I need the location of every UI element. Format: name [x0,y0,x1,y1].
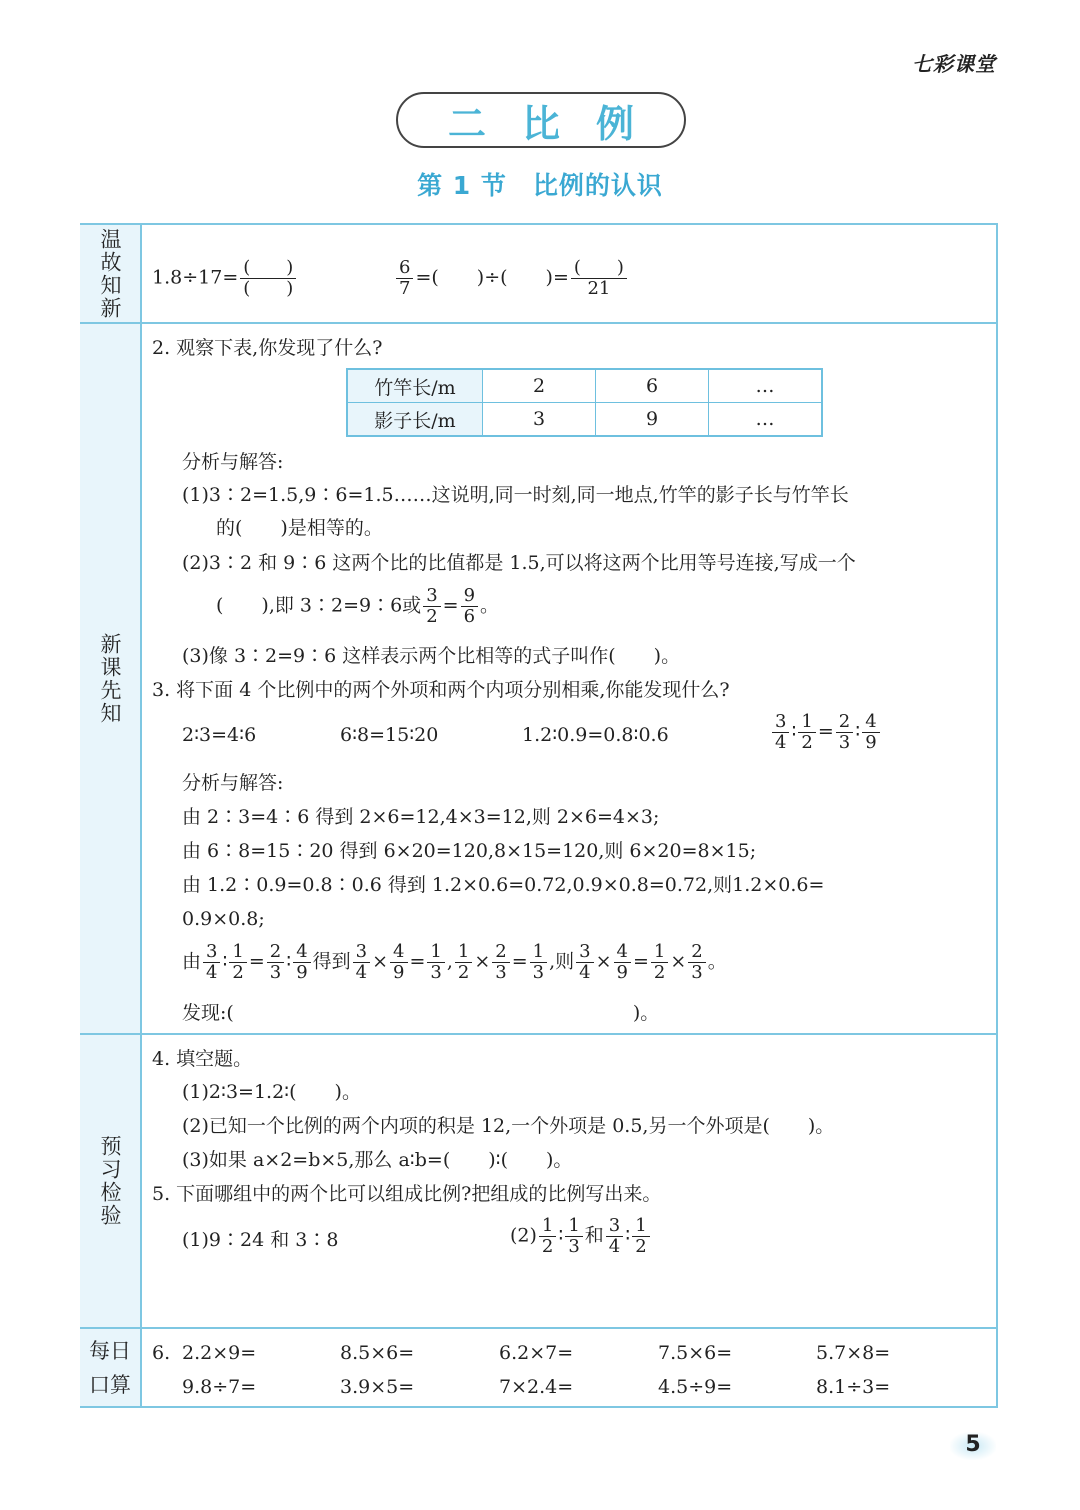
frac-num: 2 [492,942,509,963]
frac-num: 2 [688,942,705,963]
frac-num: 4 [390,942,407,963]
expr-text: 。 [707,950,727,973]
fraction [632,1216,649,1257]
frac-num: 3 [772,712,789,733]
q5-title: 5. 下面哪组中的两个比可以组成比例?把组成的比例写出来。 [152,1183,662,1205]
review-label: 温故知新 [98,227,122,320]
fraction [862,712,879,753]
frac-den: 4 [579,962,591,983]
frac-den: 2 [426,606,438,627]
check-label: 预习检验 [98,1135,122,1227]
q3-answer-2: 由 6∶8=15∶20 得到 6×20=120,8×15=120,则 6×20=8×15; [182,840,757,862]
q3-analysis-label: 分析与解答: [182,772,284,794]
frac-num: 1 [455,942,472,963]
frac-den: 4 [355,962,368,983]
fraction [427,942,444,983]
q6-item: 3.9×5= [340,1376,415,1398]
expr-text: = [817,720,834,743]
q3-example-1: 2∶3=4∶6 [182,724,257,746]
q4-p3: (3)如果 a×2=b×5,那么 a∶b=( )∶( )。 [182,1149,573,1171]
frac-den: 3 [568,1236,580,1257]
expr-text: × [372,950,389,973]
side-label-review [80,225,142,322]
expr-text: =( )÷( )= [415,266,569,289]
q2-analysis-label: 分析与解答: [182,451,284,473]
fraction [606,1216,623,1257]
frac-den: 4 [775,732,787,753]
q3-answer-4 [182,942,727,983]
frac-den: 4 [206,962,218,983]
frac-num: 1 [798,712,815,733]
expr-text: = [442,594,459,617]
frac-den: 3 [532,962,545,983]
expr-text: = [633,950,649,973]
fraction [461,586,478,627]
q2-p3: (3)像 3∶2=9∶6 这样表示两个比相等的式子叫作( )。 [182,645,681,667]
frac-num: 1 [229,942,246,963]
q2-p2-line2 [216,586,499,627]
expr-text: 得到 [312,950,351,973]
q2-p2-line1: (2)3∶2 和 9∶6 这两个比的比值都是 1.5,可以将这两个比用等号连接,写成一个 [182,552,856,574]
fraction [688,942,705,983]
fraction [565,1216,582,1257]
divider [80,322,998,324]
frac-num: 3 [203,942,220,963]
expr-text: ,则 [549,950,575,973]
q5-p2 [510,1216,652,1257]
fraction [539,1216,556,1257]
frac-den: 3 [495,962,507,983]
frac-den: 2 [541,1236,554,1257]
page-number: 5 [950,1432,996,1460]
frac-num: ( ) [240,258,296,279]
divider [80,1327,998,1329]
table-cell: 3 [483,403,596,437]
fraction [651,942,668,983]
expr-text: ∶ [558,1224,564,1247]
frac-num: 1 [651,942,668,963]
table-cell: 竹竿长/m [347,369,483,403]
frac-num: 4 [862,712,879,733]
frac-den: 9 [393,962,405,983]
fraction [267,942,284,983]
expr-text: ∶ [855,720,861,743]
frac-den: 9 [616,962,628,983]
frac-num: 1 [427,942,444,963]
expr-text: × [474,950,491,973]
review-expression-1 [152,258,298,299]
frac-den: 21 [587,278,611,299]
q3-example-4 [770,712,882,753]
frac-den: 2 [457,962,470,983]
frac-num: 1 [632,1216,649,1237]
frac-num: 3 [576,942,593,963]
q3-answer-3-line1: 由 1.2∶0.9=0.8∶0.6 得到 1.2×0.6=0.72,0.9×0.8=0.72,则1.2×0.6= [182,874,825,896]
fraction [836,712,853,753]
table-row [347,403,822,437]
expr-text: = [511,950,528,973]
frac-den: 3 [269,962,282,983]
frac-den: 3 [691,962,703,983]
expr-text: = [248,950,265,973]
q4-p1: (1)2∶3=1.2∶( )。 [182,1081,361,1103]
expr-text: (2) [510,1224,537,1247]
table-cell: 影子长/m [347,403,483,437]
section-title: 第 1 节 比例的认识 [417,171,663,200]
frac-num: 1 [565,1216,582,1237]
frac-num: 3 [606,1216,623,1237]
observation-table [346,368,823,437]
expr-text: 。 [480,594,500,617]
q6-item: 2.2×9= [182,1342,257,1364]
table-cell: … [709,403,823,437]
frac-den: 9 [865,732,877,753]
fraction [396,258,413,299]
expr-text: ∶ [625,1224,631,1247]
chapter-title-box [396,92,686,148]
fraction [293,942,310,983]
frac-num: 3 [353,942,370,963]
q6-item: 4.5÷9= [658,1376,733,1398]
fraction [203,942,220,983]
divider [80,1033,998,1035]
frac-den: 2 [635,1236,647,1257]
fraction [390,942,407,983]
q3-example-3: 1.2∶0.9=0.8∶0.6 [522,724,669,746]
q3-answer-3-line2: 0.9×0.8; [182,908,265,930]
frac-num: ( ) [571,258,627,279]
frac-num: 4 [293,942,310,963]
side-label-preview [80,324,142,1033]
fraction [772,712,789,753]
table-cell: 9 [596,403,709,437]
fraction [798,712,815,753]
expr-text: ( ),即 3∶2=9∶6或 [216,594,422,617]
frac-den: 3 [430,962,442,983]
frac-num: 6 [396,258,413,279]
expr-text: 1.8÷17= [152,266,239,289]
q3-found: 发现:( )。 [182,1002,660,1024]
frac-den: ( ) [243,278,294,299]
q4-title: 4. 填空题。 [152,1048,253,1070]
q6-item: 6.2×7= [499,1342,574,1364]
q6-item: 7.5×6= [658,1342,733,1364]
daily-label-2: 口算 [89,1372,131,1397]
frac-den: 9 [296,962,308,983]
q5-p1: (1)9∶24 和 3∶8 [182,1229,339,1251]
table-cell: 6 [596,369,709,403]
frac-den: 2 [653,962,666,983]
frac-den: 2 [801,732,813,753]
chapter-title: 二比例 [447,101,670,146]
expr-text: ∶ [791,720,797,743]
frac-num: 2 [267,942,284,963]
q6-item: 7×2.4= [499,1376,574,1398]
review-expression-2 [394,258,629,299]
side-label-check [80,1035,142,1327]
q6-item: 8.5×6= [340,1342,415,1364]
frac-num: 2 [836,712,853,733]
fraction [492,942,509,983]
brand-logo: 七彩课堂 [912,52,996,76]
frac-den: 4 [608,1236,621,1257]
expr-text: 由 [182,950,202,973]
daily-label-1: 每日 [89,1338,131,1363]
fraction [229,942,246,983]
expr-text: ∶ [222,950,228,973]
table-cell: … [709,369,823,403]
expr-text: × [595,950,612,973]
frac-num: 1 [539,1216,556,1237]
q6-item: 8.1÷3= [816,1376,891,1398]
q3-example-2: 6∶8=15∶20 [340,724,439,746]
q3-title: 3. 将下面 4 个比例中的两个外项和两个内项分别相乘,你能发现什么? [152,679,730,701]
q3-answer-1: 由 2∶3=4∶6 得到 2×6=12,4×3=12,则 2×6=4×3; [182,806,660,828]
frac-den: 6 [463,606,476,627]
fraction [423,586,440,627]
expr-text: ∶ [286,950,292,973]
frac-num: 3 [423,586,440,607]
preview-label: 新课先知 [98,632,122,725]
frac-num: 1 [530,942,547,963]
table-row [347,369,822,403]
q4-p2: (2)已知一个比例的两个内项的积是 12,一个外项是 0.5,另一个外项是( )。 [182,1115,835,1137]
q6-label: 6. [152,1342,171,1364]
q6-item: 5.7×8= [816,1342,891,1364]
table-cell: 2 [483,369,596,403]
fraction [576,942,593,983]
expr-text: = [409,950,426,973]
frac-den: 2 [232,962,244,983]
q2-p1-line2: 的( )是相等的。 [216,517,383,539]
q6-item: 9.8÷7= [182,1376,257,1398]
frac-num: 9 [461,586,478,607]
fraction [455,942,472,983]
q2-p1-line1: (1)3∶2=1.5,9∶6=1.5……这说明,同一时刻,同一地点,竹竿的影子长与竹竿长 [182,484,849,506]
expr-text: × [670,950,687,973]
frac-num: 4 [614,942,631,963]
expr-text: , [446,950,453,973]
q2-title: 2. 观察下表,你发现了什么? [152,337,383,359]
fraction [614,942,631,983]
expr-text: 和 [584,1224,604,1247]
fraction [240,258,296,299]
frac-den: 3 [838,732,851,753]
fraction [530,942,547,983]
frac-den: 7 [399,278,411,299]
side-label-daily [80,1329,142,1406]
fraction [571,258,627,299]
fraction [353,942,370,983]
